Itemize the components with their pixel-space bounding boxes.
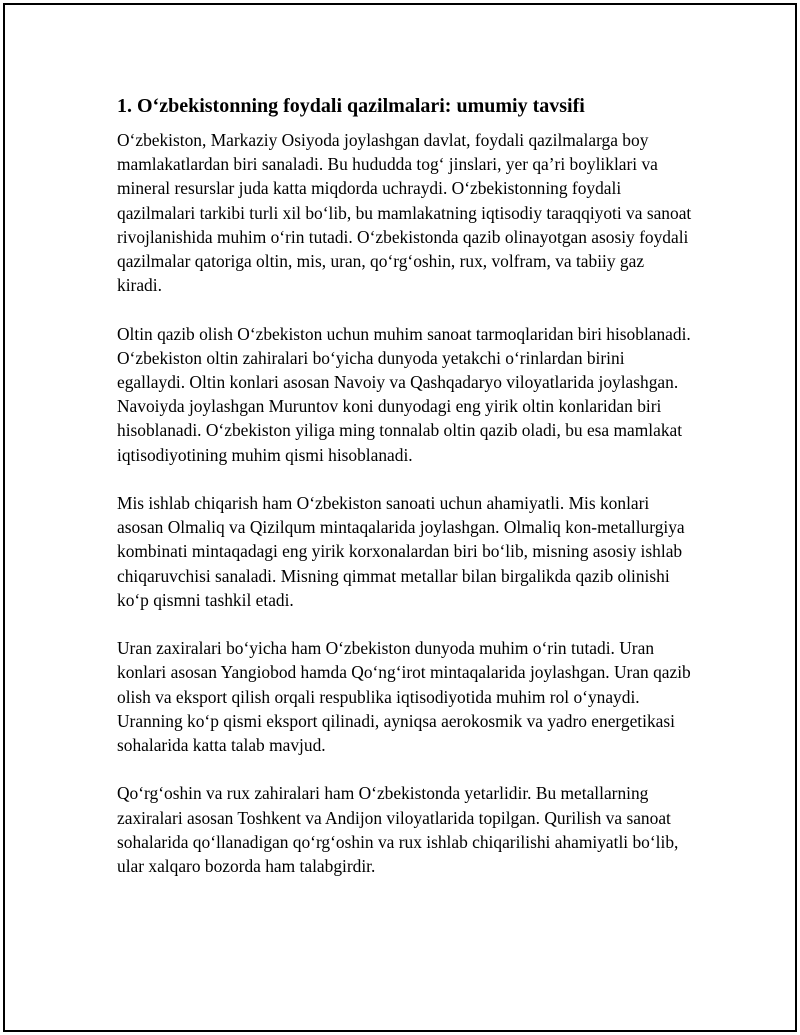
- paragraph-copper: Mis ishlab chiqarish ham O‘zbekiston sanoati uchun ahamiyatli. Mis konlari asosan Olmaliq va Qizilqum mintaqalarida joylashgan. Olmaliq kon-metallurgiya kombinati mintaqadagi eng yirik korxonalardan biri bo‘lib, misning asosiy ishlab chiqaruvchisi sanaladi. Misning qimmat metallar bilan birgalikda qazib olinishi ko‘p qismni tashkil etadi.: [117, 493, 685, 610]
- paragraph-lead-zinc: Qo‘rg‘oshin va rux zahiralari ham O‘zbekistonda yetarlidir. Bu metallarning zaxiralari asosan Toshkent va Andijon viloyatlarida topilgan. Qurilish va sanoat sohalarida qo‘llanadigan qo‘rg‘oshin va rux ishlab chiqarilishi ahamiyatli bo‘lib, ular xalqaro bozorda ham talabgirdir.: [117, 783, 679, 877]
- paragraph-intro: O‘zbekiston, Markaziy Osiyoda joylashgan davlat, foydali qazilmalarga boy mamlakatlardan biri sanaladi. Bu hududda tog‘ jinslari, yer qa’ri boyliklari va mineral resurslar juda katta miqdorda uchraydi. O‘zbekistonning foydali qazilmalari tarkibi turli xil bo‘lib, bu mamlakatning iqtisodiy taraqqiyoti va sanoat rivojlanishida muhim o‘rin tutadi. O‘zbekistonda qazib olinayotgan asosiy foydali qazilmalar qatoriga oltin, mis, uran, qo‘rg‘oshin, rux, volfram, va tabiiy gaz kiradi.: [117, 130, 692, 296]
- paragraph-gold: Oltin qazib olish O‘zbekiston uchun muhim sanoat tarmoqlaridan biri hisoblanadi. O‘zbekiston oltin zahiralari bo‘yicha dunyoda yetakchi o‘rinlardan birini egallaydi. Oltin konlari asosan Navoiy va Qashqadaryo viloyatlarida joylashgan. Navoiyda joylashgan Muruntov koni dunyodagi eng yirik oltin konlaridan biri hisoblanadi. O‘zbekiston yiliga ming tonnalab oltin qazib oladi, bu esa mamlakat iqtisodiyotining muhim qismi hisoblanadi.: [117, 323, 691, 465]
- section-heading: 1. O‘zbekistonning foydali qazilmalari: umumiy tavsifi: [117, 95, 585, 117]
- paragraph-uranium: Uran zaxiralari bo‘yicha ham O‘zbekiston dunyoda muhim o‘rin tutadi. Uran konlari asosan Yangiobod hamda Qo‘ng‘irot mintaqalarida joylashgan. Uran qazib olish va eksport qilish orqali respublika iqtisodiyotida muhim rol o‘ynaydi. Uranning ko‘p qismi eksport qilinadi, ayniqsa aerokosmik va yadro energetikasi sohalarida katta talab mavjud.: [117, 638, 691, 756]
- document-body: [117, 92, 692, 902]
